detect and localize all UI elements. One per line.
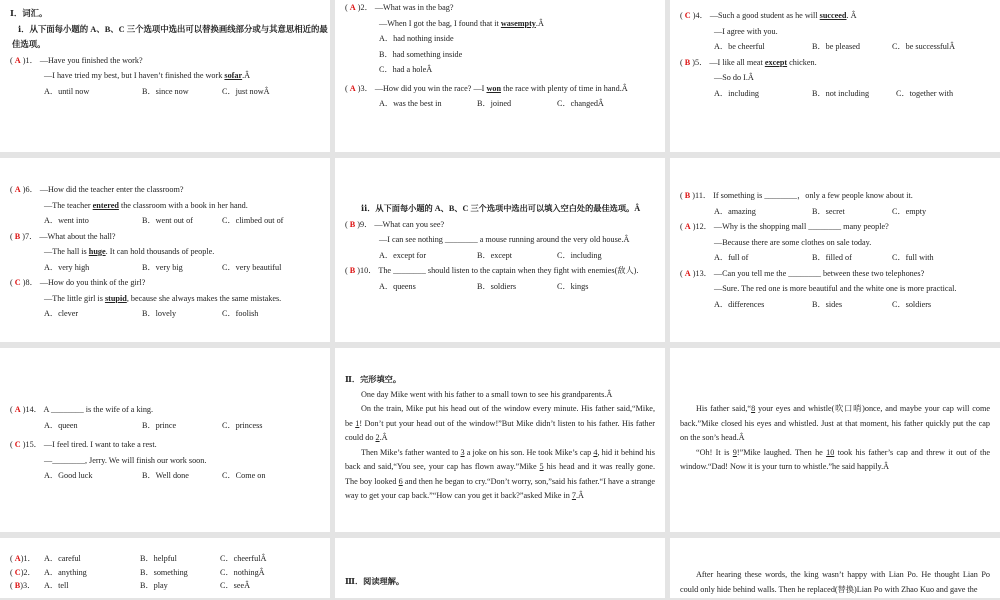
paren: ( xyxy=(345,3,348,12)
option-b: B．prince xyxy=(142,420,177,430)
question-line: A ________ is the wife of a king. xyxy=(43,405,154,414)
option-a: A．anything xyxy=(44,567,87,577)
blank-number: 10 xyxy=(826,447,835,457)
underlined-word: wasempty xyxy=(500,18,536,28)
option-a: A．differences xyxy=(714,299,765,309)
blank-number: 5 xyxy=(539,462,544,471)
answer-mark: A xyxy=(14,185,21,194)
question-number: )6． xyxy=(22,185,38,194)
panel-cloze-passage xyxy=(335,348,665,532)
answer-row-1 xyxy=(10,552,320,566)
question-number: )15． xyxy=(22,440,42,449)
option-c: C．full with xyxy=(892,253,934,262)
paren: ( xyxy=(10,581,13,590)
text: —The teacher xyxy=(44,200,93,210)
question-2-line2 xyxy=(345,16,655,32)
question-9-line2: —I can see nothing ________ a mouse running around the very old house.Â xyxy=(379,235,630,244)
panel-reading-passage xyxy=(670,538,1000,598)
question-number: )5． xyxy=(692,57,708,67)
paren: ( xyxy=(345,219,348,229)
option-c: C．Come on xyxy=(222,471,266,480)
answer-mark: B xyxy=(349,219,356,229)
answer-label xyxy=(10,552,44,566)
question-number: )1． xyxy=(22,55,38,65)
option-b: B．helpful xyxy=(140,554,177,563)
answer-mark: A xyxy=(14,405,21,414)
text: his head and it was really gone. The boy looked xyxy=(345,462,655,486)
blank-number: 8 xyxy=(751,404,756,413)
question-line: —What about the hall? xyxy=(39,231,116,241)
question-line: —Why is the shopping mall ________ many people? xyxy=(713,222,889,231)
text: Then Mike’s father wanted to xyxy=(361,447,461,457)
option-a: A．until now xyxy=(44,86,90,96)
paren: ( xyxy=(10,55,13,65)
underlined-word: except xyxy=(764,57,788,67)
question-line: —I feel tired. I want to take a rest. xyxy=(43,440,157,449)
option-b: B．very big xyxy=(142,262,183,272)
paren: ( xyxy=(680,222,683,231)
text: —Such a good student as he will xyxy=(709,11,820,20)
option-a: A．amazing xyxy=(714,206,756,216)
underlined-word: entered xyxy=(92,200,119,210)
question-1 xyxy=(10,53,320,69)
answer-row-2 xyxy=(10,566,320,580)
question-line: If something is ________，only a few people know about it. xyxy=(713,191,913,200)
question-4-line2: —I agree with you. xyxy=(714,26,778,36)
option-a: A．was the best in xyxy=(379,99,442,108)
option-a: A．went into xyxy=(44,216,89,225)
question-number: )3． xyxy=(357,83,373,93)
option-b: B．Well done xyxy=(142,471,189,480)
answer-mark: C xyxy=(14,278,21,287)
panel-questions-9-10 xyxy=(335,158,665,342)
text: “Oh! It is xyxy=(696,447,733,457)
option-c: C．seeÂ xyxy=(220,581,251,590)
answer-mark: A xyxy=(14,554,21,563)
question-line: —Have you finished the work? xyxy=(39,55,143,65)
option-a: A．be cheerful xyxy=(714,42,765,51)
answer-mark: A xyxy=(349,83,356,93)
option-c: C．had a holeÂ xyxy=(379,65,433,74)
question-line: —How do you think of the girl? xyxy=(39,278,146,287)
question-13 xyxy=(680,266,990,282)
question-number: )9． xyxy=(357,219,373,229)
option-a: A．queens xyxy=(379,281,416,291)
option-b: B．lovely xyxy=(142,309,177,318)
text: a joke on his son. He took Mike’s cap xyxy=(464,447,594,457)
underlined-word: stupid xyxy=(104,293,127,303)
question-15-options xyxy=(10,468,320,484)
text: .Â xyxy=(379,433,388,442)
answer-mark: A xyxy=(684,268,691,278)
option-b: B．since now xyxy=(142,86,189,96)
paren: ( xyxy=(680,268,683,278)
panel-questions-11-13 xyxy=(670,158,1000,342)
paren: ( xyxy=(680,11,683,20)
question-line: —How did the teacher enter the classroom? xyxy=(39,185,184,194)
question-10 xyxy=(345,263,655,279)
question-number: )13． xyxy=(692,268,712,278)
answer-row-3 xyxy=(10,579,320,593)
text: On the train, Mike put his head out of the window every minute. His father said,“Mike, be xyxy=(345,404,655,428)
option-b: B．joined xyxy=(477,99,512,108)
paren: ( xyxy=(10,405,13,414)
paren: ( xyxy=(680,191,683,200)
question-11 xyxy=(680,188,990,204)
option-c: C．be successfulÂ xyxy=(892,42,955,51)
text: —How did you win the race? —I xyxy=(374,83,487,93)
option-b: B．went out of xyxy=(142,216,193,225)
blank-number: 4 xyxy=(593,447,598,457)
question-8-options xyxy=(10,306,320,322)
option-c: C．soldiers xyxy=(892,299,932,309)
question-number: )3． xyxy=(20,581,36,590)
question-1-options xyxy=(10,84,320,100)
option-a: A．queen xyxy=(44,420,78,430)
option-b: B．secret xyxy=(812,206,845,216)
option-c: C．kings xyxy=(557,281,589,291)
question-number: )4． xyxy=(692,11,708,20)
paren: ( xyxy=(10,278,13,287)
answer-mark: B xyxy=(684,191,691,200)
text: your eyes and whistle(吹口哨)once, and maybe your cap will come back.”Mike closed his eyes and whistled. Just at that moment, his father quickly put the cap on the son’s head.Â xyxy=(680,404,991,442)
panel-reading-title xyxy=(335,538,665,598)
question-number: )2． xyxy=(357,3,373,12)
question-7-options xyxy=(10,260,320,276)
text: !”Mike laughed. Then he xyxy=(736,447,827,457)
question-8 xyxy=(10,275,320,291)
text: ! Don’t put your head out of the window!”But Mike didn’t listen to his father. His father could do xyxy=(345,418,655,442)
answer-mark: B xyxy=(14,231,21,241)
text: —The hall is xyxy=(44,247,89,256)
question-5-line2: —So do I.Â xyxy=(714,73,754,82)
instruction-text-cont: 佳选项。 xyxy=(12,40,46,49)
question-line: —What can you see? xyxy=(374,219,445,229)
text: the race with plenty of time in hand.Â xyxy=(501,83,628,93)
question-4-options xyxy=(680,39,990,55)
option-c: C．very beautiful xyxy=(222,262,282,272)
section-title-vocabulary: Ⅰ．词汇。 xyxy=(10,9,48,18)
panel-cloze-passage-cont xyxy=(670,348,1000,532)
passage-paragraph-1: One day Mike went with his father to a small town to see his grandparents.Â xyxy=(361,389,613,399)
option-b: B．not including xyxy=(812,88,870,98)
answer-mark: A xyxy=(349,3,356,12)
option-b: B．be pleased xyxy=(812,42,860,51)
panel-vocabulary-intro xyxy=(0,0,330,152)
answer-mark: C xyxy=(14,440,21,449)
underlined-word: succeed xyxy=(819,11,847,20)
option-a: A．careful xyxy=(44,554,81,563)
question-4 xyxy=(680,8,990,24)
panel-questions-14-15 xyxy=(0,348,330,532)
paren: ( xyxy=(10,440,13,449)
blank-number: 1 xyxy=(355,418,360,428)
option-b: B．play xyxy=(140,581,168,590)
instruction-text-ii: ⅱ．从下面每小题的 A、B、C 三个选项中选出可以填入空白处的最佳选项。Â xyxy=(361,204,641,213)
blank-number: 3 xyxy=(460,447,465,457)
question-6-line2 xyxy=(10,198,320,214)
question-1-line2 xyxy=(10,68,320,84)
option-b: B．filled of xyxy=(812,253,852,262)
passage-paragraph-5 xyxy=(680,446,990,475)
option-c: C．just nowÂ xyxy=(222,86,270,96)
question-13-options xyxy=(680,297,990,313)
option-c: C．empty xyxy=(892,206,927,216)
paren: ( xyxy=(345,266,348,275)
paren: ( xyxy=(680,57,683,67)
question-7-line2 xyxy=(10,244,320,260)
question-line: —What was in the bag? xyxy=(374,3,454,12)
paren: ( xyxy=(10,567,13,577)
text: .Â xyxy=(242,71,251,80)
option-b: B．except xyxy=(477,250,513,260)
text: .Â xyxy=(535,18,544,28)
question-14-options xyxy=(10,418,320,434)
option-c: C．nothingÂ xyxy=(220,567,265,577)
question-5 xyxy=(680,55,990,71)
text: His father said,“ xyxy=(696,404,752,413)
option-a: A．had nothing inside xyxy=(379,34,454,43)
question-2 xyxy=(345,0,655,16)
question-number: )10． xyxy=(357,266,377,275)
option-b: B．had something inside xyxy=(379,49,463,59)
text: the classroom with a book in her hand. xyxy=(118,200,248,210)
text: , hid it behind his back and said,“You see, your cap has flown away.”Mike xyxy=(345,447,655,471)
text: —The little girl is xyxy=(44,293,105,303)
answer-mark: B xyxy=(349,266,356,275)
option-b: B．sides xyxy=(812,299,843,309)
question-12 xyxy=(680,219,990,235)
question-8-line2 xyxy=(10,291,320,307)
option-a: A．including xyxy=(714,88,760,98)
panel-cloze-answers xyxy=(0,538,330,598)
answer-label xyxy=(10,579,44,593)
question-number: )12． xyxy=(692,222,712,231)
passage-paragraph-2 xyxy=(345,402,655,446)
option-a: A．Good luck xyxy=(44,471,93,480)
passage-paragraph-3 xyxy=(345,446,655,504)
question-15 xyxy=(10,437,320,453)
question-13-line2: —Sure. The red one is more beautiful and the white one is more practical. xyxy=(714,284,957,293)
question-9-options xyxy=(345,248,655,264)
text: and then he began to cry.“Don’t worry, son,”said his father.“I have a strange way to get your cap back.”“How can you get it back?”asked Mike in xyxy=(345,476,655,500)
option-c: C．foolish xyxy=(222,309,259,318)
option-b: B．something xyxy=(140,567,188,577)
question-11-options xyxy=(680,204,990,220)
text: chicken. xyxy=(787,57,817,67)
question-line: The ________ should listen to the captain when they fight with enemies(敌人). xyxy=(378,266,639,275)
option-c: C．together with xyxy=(896,88,954,98)
reading-paragraph: After hearing these words, the king wasn’t happy with Lian Po. He thought Lian Po could only hide behind walls. Then he replaced(替换)Lian Po with Zhao Kuo and gave the xyxy=(680,570,990,594)
section-title-cloze: Ⅱ．完形填空。 xyxy=(345,375,402,384)
text: took his father’s cap and threw it out of the window.“Dad! Now it is your turn to whistle.”he said happily.Â xyxy=(680,447,991,471)
answer-mark: B xyxy=(14,581,21,590)
text: . It can hold thousands of people. xyxy=(105,247,215,256)
question-10-options xyxy=(345,279,655,295)
question-number: )1． xyxy=(20,554,36,563)
question-15-line2: —________, Jerry. We will finish our work soon. xyxy=(44,455,207,465)
paren: ( xyxy=(10,185,13,194)
option-c: C．climbed out of xyxy=(222,216,284,225)
underlined-word: huge xyxy=(88,247,106,256)
text: .Â xyxy=(576,491,584,500)
question-3 xyxy=(345,81,655,97)
question-6-options xyxy=(10,213,320,229)
panel-questions-6-8 xyxy=(0,158,330,342)
blank-number: 9 xyxy=(732,447,737,457)
option-a: A．very high xyxy=(44,262,90,272)
text: —I like all meat xyxy=(709,57,765,67)
question-number: )7． xyxy=(22,231,38,241)
paren: ( xyxy=(10,231,13,241)
answer-label xyxy=(10,566,44,580)
underlined-word: sofar xyxy=(224,71,243,80)
question-12-line2: —Because there are some clothes on sale today. xyxy=(714,237,872,247)
answer-mark: A xyxy=(684,222,691,231)
question-5-options xyxy=(680,86,990,102)
text: —When I got the bag, I found that it xyxy=(379,18,501,28)
question-number: )2． xyxy=(20,567,36,577)
question-number: )11． xyxy=(692,191,712,200)
instruction-text: ⅰ．从下面每小题的 A、B、C 三个选项中选出可以替换画线部分或与其意思相近的最 xyxy=(18,24,328,34)
answer-mark: C xyxy=(684,11,691,20)
option-c: C．princess xyxy=(222,420,263,430)
section-title-reading: Ⅲ．阅读理解。 xyxy=(345,577,405,586)
question-14 xyxy=(10,402,320,418)
text: , because she always makes the same mistakes. xyxy=(126,293,282,303)
question-number: )8． xyxy=(22,278,38,287)
paren: ( xyxy=(345,83,348,93)
answer-mark: B xyxy=(684,57,691,67)
option-b: B．soldiers xyxy=(477,281,517,291)
option-a: A．tell xyxy=(44,581,69,590)
question-number: )14． xyxy=(22,405,42,414)
question-3-options xyxy=(345,96,655,112)
underlined-word: won xyxy=(486,83,502,93)
paren: ( xyxy=(10,554,13,563)
blank-number: 7 xyxy=(571,491,576,500)
question-6 xyxy=(10,182,320,198)
passage-paragraph-4 xyxy=(680,402,990,446)
answer-mark: A xyxy=(14,55,21,65)
panel-questions-2-3 xyxy=(335,0,665,152)
option-c: C．cheerfulÂ xyxy=(220,554,267,563)
option-a: A．clever xyxy=(44,309,79,318)
option-c: C．changedÂ xyxy=(557,99,604,108)
text: . Â xyxy=(846,11,857,20)
panel-questions-4-5 xyxy=(670,0,1000,152)
option-a: A．except for xyxy=(379,250,427,260)
option-a: A．full of xyxy=(714,253,749,262)
option-c: C．including xyxy=(557,250,602,260)
blank-number: 2 xyxy=(375,433,380,442)
blank-number: 6 xyxy=(398,476,403,486)
question-line: —Can you tell me the ________ between these two telephones? xyxy=(713,268,925,278)
question-7 xyxy=(10,229,320,245)
text: —I have tried my best, but I haven’t finished the work xyxy=(44,71,225,80)
question-12-options xyxy=(680,250,990,266)
question-9 xyxy=(345,217,655,233)
answer-mark: C xyxy=(14,567,21,577)
